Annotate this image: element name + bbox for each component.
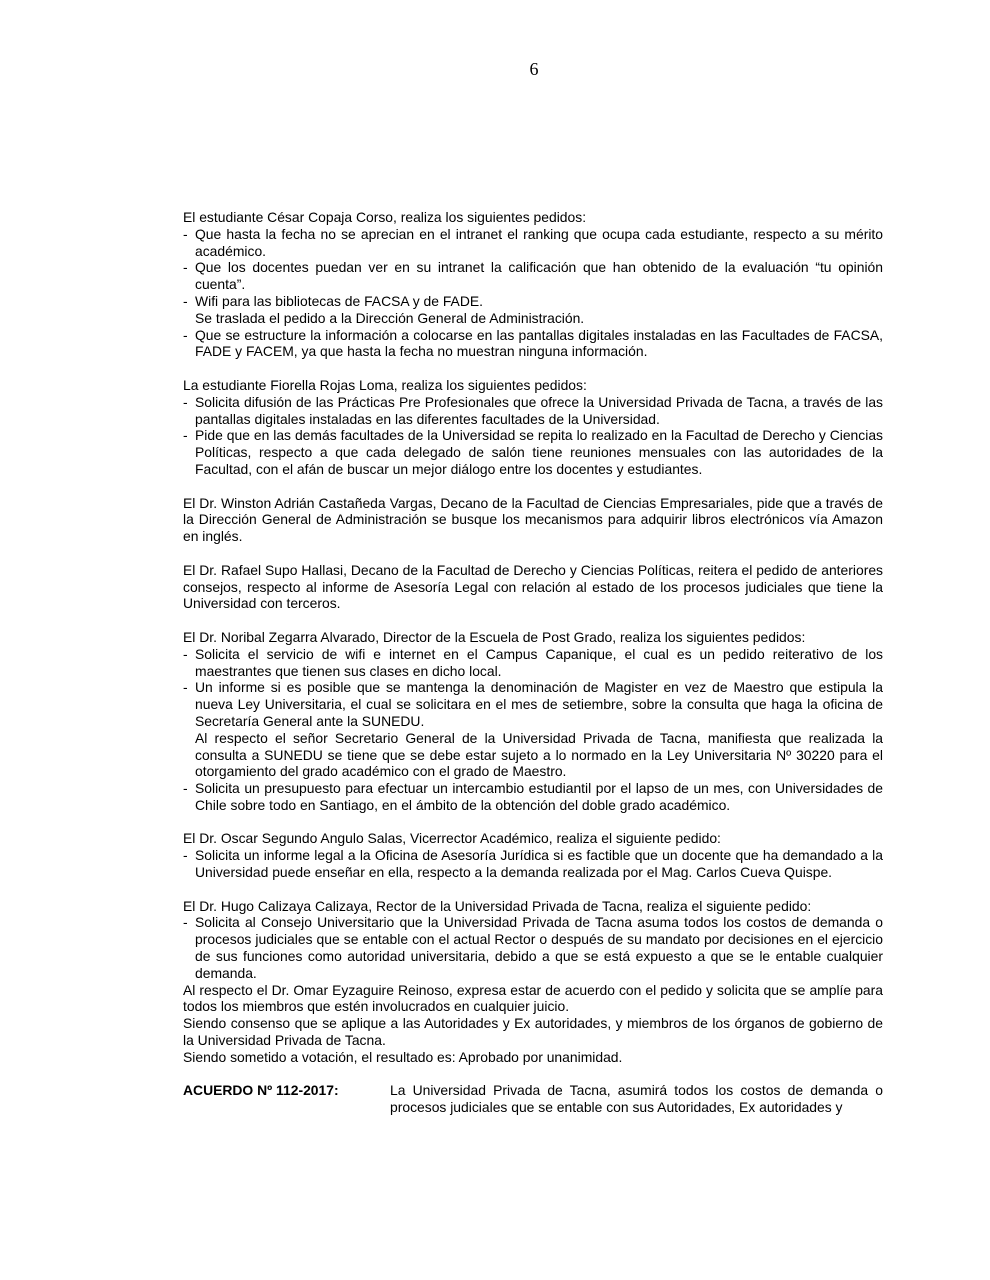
list-item: - Solicita difusión de las Prácticas Pre Profesionales que ofrece la Universidad Privada de Tacna, a través de las pantallas digitales instaladas en las diferentes facultades de la Universidad.: [183, 393, 883, 427]
paragraph: Al respecto el Dr. Omar Eyzaguire Reinoso, expresa estar de acuerdo con el pedido y solicita que se amplíe para todos los miembros que estén involucrados en cualquier juicio.: [183, 981, 883, 1015]
page-number: 6: [529, 59, 539, 79]
section-fiorella-rojas: [183, 377, 883, 478]
list-item: - Solicita al Consejo Universitario que la Universidad Privada de Tacna asuma todos los costos de demanda o procesos judiciales que se entable con el actual Rector o después de su mandato por decisiones en el ejercicio de sus funciones como autoridad universitaria, debido a que se está expuesto a que se le entable cualquier demanda.: [183, 914, 883, 981]
document-body: [183, 209, 883, 1116]
list-item-note: Al respecto el señor Secretario General de la Universidad Privada de Tacna, manifiesta que realizada la consulta a SUNEDU se tiene que se debe estar sujeto a lo normado en la Ley Universitaria Nº 30220 para el otorgamiento del grado académico con el grado de Maestro.: [195, 729, 883, 780]
list-item: - Que hasta la fecha no se aprecian en el intranet el ranking que ocupa cada estudiante, respecto a su mérito académico.: [183, 225, 883, 259]
section-calizaya: [183, 898, 883, 1066]
paragraph: El Dr. Winston Adrián Castañeda Vargas, Decano de la Facultad de Ciencias Empresariales, pide que a través de la Dirección General de Administración se busque los mecanismos para adquirir libros electrónicos vía Amazon en inglés.: [183, 494, 883, 545]
section-castaneda: [183, 495, 883, 545]
list-item: - Que se estructure la información a colocarse en las pantallas digitales instaladas en las Facultades de FACSA, FADE y FACEM, ya que hasta la fecha no muestran ninguna información.: [183, 326, 883, 360]
section-intro: El Dr. Oscar Segundo Angulo Salas, Vicerrector Académico, realiza el siguiente pedido:: [183, 830, 721, 847]
section-angulo: [183, 830, 883, 880]
list-item: - Wifi para las bibliotecas de FACSA y de FADE.: [183, 292, 483, 309]
section-zegarra: [183, 629, 883, 814]
section-supo: [183, 562, 883, 612]
list-item: - Solicita el servicio de wifi e internet en el Campus Capanique, el cual es un pedido reiterativo de los maestrantes que tienen sus clases en dicho local.: [183, 645, 883, 679]
list-item: - Un informe si es posible que se mantenga la denominación de Magister en vez de Maestro que estipula la nueva Ley Universitaria, el cual se solicitara en el mes de setiembre, sobre la consulta que haga la oficina de Secretaría General ante la SUNEDU.: [183, 679, 883, 729]
section-intro: El Dr. Hugo Calizaya Calizaya, Rector de la Universidad Privada de Tacna, realiza el siguiente pedido:: [183, 897, 812, 914]
section-cesar-copaja: [183, 209, 883, 360]
list-item: - Pide que en las demás facultades de la Universidad se repita lo realizado en la Facultad de Derecho y Ciencias Políticas, respecto a que cada delegado de salón tiene reuniones mensuales con las autoridades de la Facultad, con el afán de buscar un mejor diálogo entre los docentes y estudiantes.: [183, 427, 883, 477]
list-item-note: Se traslada el pedido a la Dirección General de Administración.: [195, 309, 585, 326]
acuerdo-text: La Universidad Privada de Tacna, asumirá todos los costos de demanda o procesos judiciales que se entable con sus Autoridades, Ex autoridades y: [390, 1082, 883, 1116]
section-intro: El Dr. Noribal Zegarra Alvarado, Director de la Escuela de Post Grado, realiza los siguientes pedidos:: [183, 628, 806, 645]
list-item: - Que los docentes puedan ver en su intranet la calificación que han obtenido de la evaluación “tu opinión cuenta”.: [183, 259, 883, 293]
list-item: - Solicita un presupuesto para efectuar un intercambio estudiantil por el lapso de un mes, con Universidades de Chile sobre todo en Santiago, en el ámbito de la obtención del doble grado académico.: [183, 780, 883, 813]
section-intro: La estudiante Fiorella Rojas Loma, realiza los siguientes pedidos:: [183, 376, 587, 393]
paragraph: Siendo consenso que se aplique a las Autoridades y Ex autoridades, y miembros de los órganos de gobierno de la Universidad Privada de Tacna.: [183, 1015, 883, 1049]
acuerdo-block: [183, 1082, 883, 1116]
paragraph: Siendo sometido a votación, el resultado es: Aprobado por unanimidad.: [183, 1048, 623, 1065]
list-item: - Solicita un informe legal a la Oficina de Asesoría Jurídica si es factible que un docente que ha demandado a la Universidad puede enseñar en ella, respecto a la demanda realizada por el Mag. Carlos Cueva Quispe.: [183, 847, 883, 881]
acuerdo-label: ACUERDO Nº 112-2017:: [183, 1082, 339, 1099]
paragraph: El Dr. Rafael Supo Hallasi, Decano de la Facultad de Derecho y Ciencias Políticas, reitera el pedido de anteriores consejos, respecto al informe de Asesoría Legal con relación al estado de los procesos judiciales que tiene la Universidad con terceros.: [183, 561, 883, 612]
section-intro: El estudiante César Copaja Corso, realiza los siguientes pedidos:: [183, 209, 587, 225]
